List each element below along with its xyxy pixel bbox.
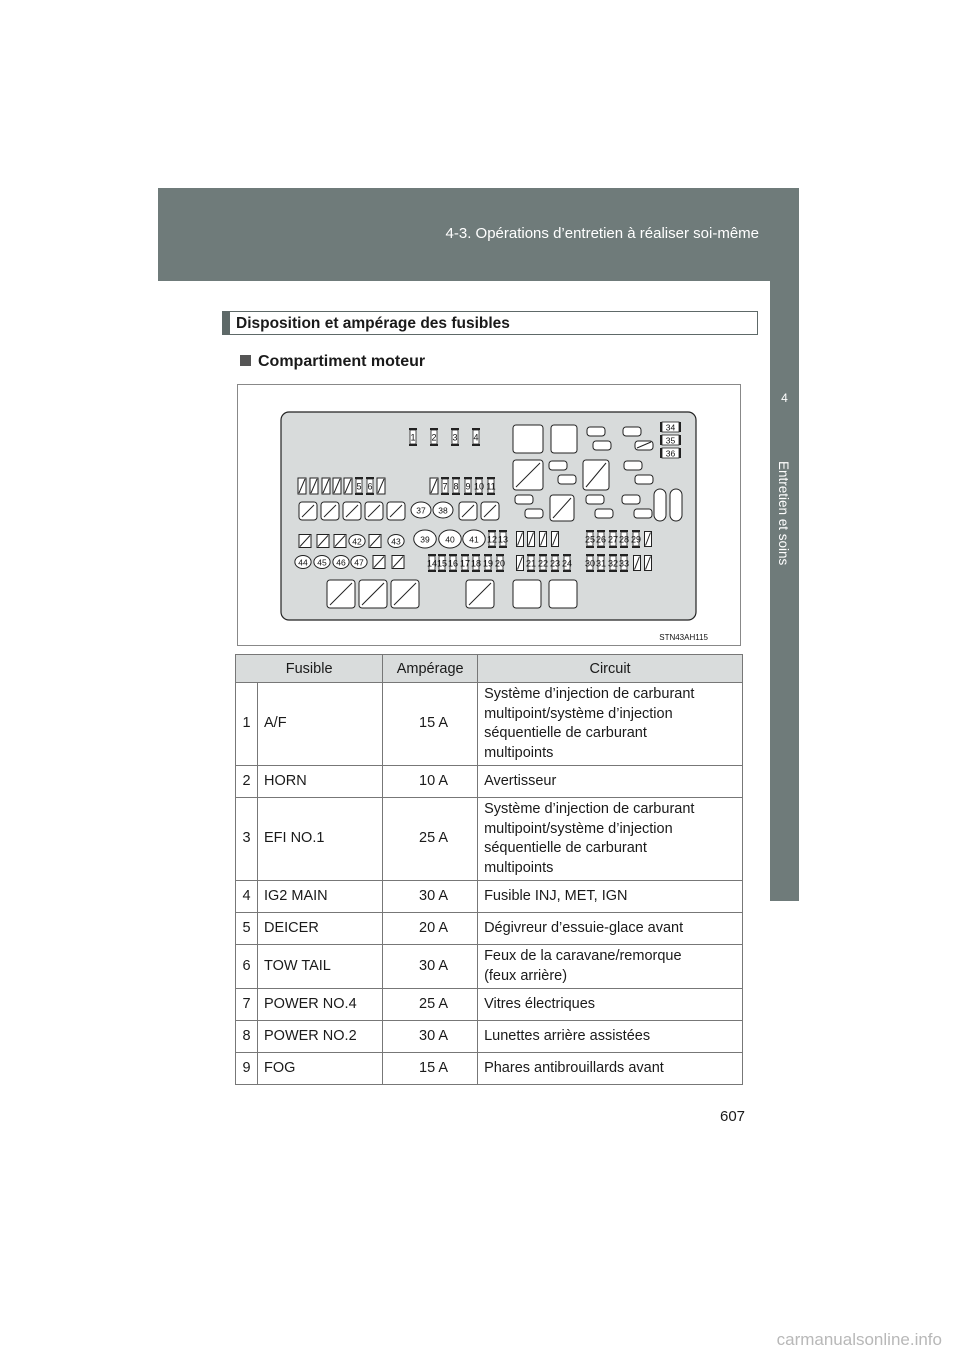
fuse-number-label: 7	[442, 481, 448, 492]
fuse-number-label: 37	[416, 505, 426, 516]
fuse-name: A/F	[258, 683, 383, 766]
fuse-number-label: 13	[497, 534, 509, 545]
fuse-number-label: 41	[469, 534, 479, 545]
fuse-number-label: 33	[618, 558, 630, 569]
table-row	[236, 1021, 743, 1053]
fuse-name: POWER NO.4	[258, 989, 383, 1021]
relay-block	[513, 425, 543, 453]
fuse-number-label: 5	[356, 481, 362, 492]
subsection-title: Compartiment moteur	[258, 353, 426, 370]
small-relay	[587, 427, 605, 436]
fuse-amperage: 15 A	[383, 683, 478, 766]
small-relay	[549, 461, 567, 470]
fuse-number-label: 36	[665, 448, 676, 459]
header-amperage: Ampérage	[383, 655, 478, 683]
fuse-box-svg	[238, 385, 740, 645]
capsule-fuse	[654, 489, 666, 521]
relay-large	[513, 580, 541, 608]
circuit-line: multipoints	[484, 744, 554, 761]
circuit-line: Vitres électriques	[484, 995, 596, 1012]
fuse-number-label: 3	[452, 432, 458, 443]
fuse-amperage: 25 A	[383, 989, 478, 1021]
fuse-number-label: 32	[607, 558, 619, 569]
table-header-row	[236, 655, 743, 683]
fuse-number-label: 40	[445, 534, 455, 545]
fuse-circuit	[478, 798, 743, 881]
fuse-number-label: 6	[367, 481, 373, 492]
small-relay	[634, 509, 652, 518]
fuse-number-label: 29	[630, 534, 642, 545]
fuse-number-label: 38	[438, 505, 448, 516]
fuse-number-label: 14	[426, 558, 438, 569]
page-number: 607	[720, 1108, 746, 1125]
fuse-number-label: 28	[618, 534, 630, 545]
fuse-number-label: 22	[537, 558, 549, 569]
fuse-number: 2	[236, 766, 258, 798]
fuse-number: 8	[236, 1021, 258, 1053]
fuse-number-label: 10	[473, 481, 485, 492]
fuse-number-label: 30	[584, 558, 596, 569]
fuse-number: 9	[236, 1053, 258, 1085]
circuit-line: Système d’injection de carburant	[484, 801, 695, 817]
fuse-circuit	[478, 945, 743, 989]
watermark: carmanualsonline.info	[776, 1330, 942, 1349]
fuse-circuit	[478, 881, 743, 913]
fuse-number-label: 8	[453, 481, 459, 492]
fuse-table-body	[236, 683, 743, 1085]
relay-block	[551, 425, 577, 453]
small-relay	[558, 475, 576, 484]
fuse-circuit	[478, 913, 743, 945]
fuse-number-label: 34	[665, 422, 676, 433]
fuse-number-label: 46	[336, 557, 346, 568]
circuit-line: Fusible INJ, MET, IGN	[484, 887, 628, 904]
fuse-number-label: 27	[607, 534, 619, 545]
small-relay	[525, 509, 543, 518]
table-row	[236, 945, 743, 989]
fuse-amperage: 30 A	[383, 945, 478, 989]
fuse-number-label: 12	[486, 534, 498, 545]
fuse-number-label: 1	[410, 432, 416, 443]
small-relay	[623, 427, 641, 436]
fuse-number: 3	[236, 798, 258, 881]
fuse-circuit	[478, 683, 743, 766]
fuse-number-label: 35	[665, 435, 676, 446]
table-row	[236, 881, 743, 913]
fuse-number-label: 44	[298, 557, 308, 568]
table-row	[236, 913, 743, 945]
fuse-amperage: 10 A	[383, 766, 478, 798]
section-heading	[222, 311, 758, 335]
diagram-code: STN43AH115	[659, 633, 708, 642]
fuse-number-label: 21	[525, 558, 537, 569]
small-relay	[624, 461, 642, 470]
circuit-line: multipoint/système d’injection	[484, 705, 673, 722]
fuse-name: EFI NO.1	[258, 798, 383, 881]
header-fusible: Fusible	[236, 655, 383, 683]
fuse-circuit	[478, 1053, 743, 1085]
circuit-line: Feux de la caravane/remorque	[484, 948, 682, 964]
fuse-number-label: 31	[595, 558, 607, 569]
circuit-line: (feux arrière)	[484, 967, 568, 984]
circuit-line: Phares antibrouillards avant	[484, 1059, 664, 1076]
fuse-circuit	[478, 1021, 743, 1053]
circuit-line: Système d’injection de carburant	[484, 686, 695, 702]
fuse-number-label: 9	[465, 481, 471, 492]
fuse-number: 1	[236, 683, 258, 766]
fuse-number: 5	[236, 913, 258, 945]
fuse-number-label: 47	[354, 557, 364, 568]
fuse-number-label: 11	[486, 481, 496, 492]
circuit-line: Dégivreur d’essuie-glace avant	[484, 919, 684, 936]
chapter-header	[158, 188, 799, 281]
fuse-number-label: 4	[473, 432, 479, 443]
fuse-number-label: 42	[352, 536, 362, 547]
small-relay	[635, 475, 653, 484]
chapter-number: 4	[781, 391, 788, 405]
fuse-name: TOW TAIL	[258, 945, 383, 989]
small-relay	[586, 495, 604, 504]
fuse-number-label: 43	[391, 536, 401, 547]
fuse-amperage: 25 A	[383, 798, 478, 881]
table-row	[236, 683, 743, 766]
fuse-number-label: 24	[561, 558, 573, 569]
circuit-line: Lunettes arrière assistées	[484, 1027, 651, 1044]
capsule-fuse	[670, 489, 682, 521]
fuse-name: POWER NO.2	[258, 1021, 383, 1053]
circuit-line: multipoints	[484, 859, 554, 876]
fuse-number-label: 19	[482, 558, 494, 569]
small-relay	[595, 509, 613, 518]
fuse-name: DEICER	[258, 913, 383, 945]
breadcrumb: 4-3. Opérations d’entretien à réaliser soi-même	[445, 225, 759, 242]
table-row	[236, 766, 743, 798]
fuse-number-label: 20	[494, 558, 506, 569]
fuse-table	[235, 654, 743, 1085]
fuse-circuit	[478, 766, 743, 798]
fuse-amperage: 15 A	[383, 1053, 478, 1085]
circuit-line: séquentielle de carburant	[484, 725, 647, 741]
chapter-label: Entretien et soins	[776, 461, 791, 566]
header-circuit: Circuit	[478, 655, 743, 683]
section-title: Disposition et ampérage des fusibles	[236, 315, 510, 332]
fuse-number-label: 23	[549, 558, 561, 569]
fuse-number-label: 15	[436, 558, 448, 569]
small-relay	[593, 441, 611, 450]
fuse-number: 7	[236, 989, 258, 1021]
fuse-number-label: 2	[431, 432, 437, 443]
square-bullet-icon	[240, 355, 251, 366]
fuse-number: 6	[236, 945, 258, 989]
fuse-number-label: 45	[317, 557, 327, 568]
fuse-number-label: 16	[447, 558, 459, 569]
section-heading-bar	[223, 312, 230, 334]
fuse-number: 4	[236, 881, 258, 913]
fuse-amperage: 20 A	[383, 913, 478, 945]
table-row	[236, 798, 743, 881]
fuse-number-label: 25	[584, 534, 596, 545]
small-relay	[622, 495, 640, 504]
fuse-box-diagram	[237, 384, 741, 646]
fuse-name: IG2 MAIN	[258, 881, 383, 913]
fuse-amperage: 30 A	[383, 1021, 478, 1053]
fuse-number-label: 18	[470, 558, 482, 569]
circuit-line: séquentielle de carburant	[484, 840, 647, 856]
fuse-number-label: 26	[595, 534, 607, 545]
circuit-line: Avertisseur	[484, 772, 557, 789]
chapter-side-tab	[770, 281, 799, 901]
fuse-name: FOG	[258, 1053, 383, 1085]
table-row	[236, 989, 743, 1021]
fuse-circuit	[478, 989, 743, 1021]
circuit-line: multipoint/système d’injection	[484, 820, 673, 837]
fuse-name: HORN	[258, 766, 383, 798]
fuse-number-label: 39	[420, 534, 430, 545]
fuse-amperage: 30 A	[383, 881, 478, 913]
subsection-heading	[240, 353, 425, 371]
chapter-label-wrap	[772, 461, 796, 761]
small-relay	[515, 495, 533, 504]
table-row	[236, 1053, 743, 1085]
fuse-number-label: 17	[459, 558, 471, 569]
relay-large	[549, 580, 577, 608]
